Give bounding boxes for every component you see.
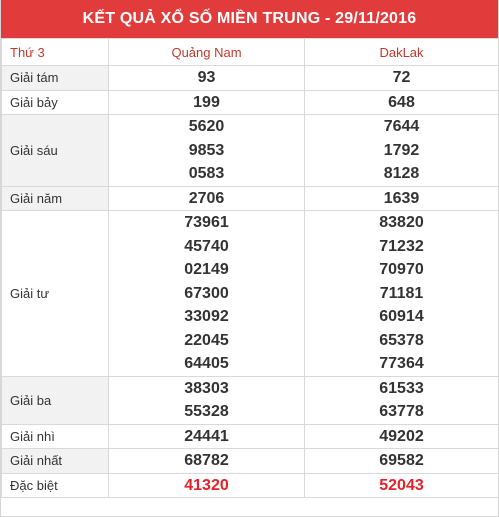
prize-values-quang-nam xyxy=(109,90,305,115)
prize-values-quang-nam xyxy=(109,66,305,91)
prize-label: Đặc biệt xyxy=(2,473,109,498)
prize-label: Giải ba xyxy=(2,376,109,424)
special-prize-number: 41320 xyxy=(184,476,229,494)
prize-values-quang-nam xyxy=(109,473,305,498)
prize-number: 5620 xyxy=(188,118,225,135)
prize-number: 1639 xyxy=(383,189,420,207)
prize-number: 49202 xyxy=(379,427,424,445)
prize-row-g8 xyxy=(2,66,499,91)
prize-values-quang-nam xyxy=(109,186,305,211)
prize-row-special xyxy=(2,473,499,498)
prize-number: 70970 xyxy=(379,261,424,278)
prize-number: 45740 xyxy=(184,237,229,255)
prize-number: 68782 xyxy=(184,452,229,469)
prize-row-g3 xyxy=(2,376,499,424)
prize-values-quang-nam xyxy=(109,115,305,187)
day-of-week: Thứ 3 xyxy=(2,39,109,66)
prize-values-daklak xyxy=(305,115,499,187)
prize-row-g4 xyxy=(2,211,499,377)
prize-values-daklak xyxy=(305,424,499,449)
prize-number: 72 xyxy=(392,69,411,86)
prize-label: Giải năm xyxy=(2,186,109,211)
prize-number: 61533 xyxy=(379,379,424,397)
prize-number: 33092 xyxy=(184,308,229,325)
prize-number: 93 xyxy=(197,69,216,86)
table-header-row xyxy=(2,39,499,66)
prize-number: 199 xyxy=(193,93,220,111)
results-table xyxy=(1,38,499,498)
prize-number: 67300 xyxy=(184,284,229,302)
prize-values-quang-nam xyxy=(109,449,305,474)
prize-values-daklak xyxy=(305,473,499,498)
prize-number: 83820 xyxy=(379,214,424,231)
prize-number: 55328 xyxy=(184,403,229,420)
province-quang-nam[interactable]: Quảng Nam xyxy=(109,39,305,66)
special-prize-number: 52043 xyxy=(379,476,424,494)
prize-number: 2706 xyxy=(188,189,225,207)
prize-number: 73961 xyxy=(184,214,229,231)
prize-number: 77364 xyxy=(379,355,424,372)
prize-number: 7644 xyxy=(383,118,420,135)
prize-number: 648 xyxy=(388,93,415,111)
prize-values-quang-nam xyxy=(109,424,305,449)
prize-number: 02149 xyxy=(184,261,229,278)
prize-number: 64405 xyxy=(184,355,229,372)
prize-values-daklak xyxy=(305,376,499,424)
prize-number: 9853 xyxy=(188,141,225,159)
prize-number: 1792 xyxy=(383,141,420,159)
prize-number: 8128 xyxy=(383,165,420,182)
prize-number: 71232 xyxy=(379,237,424,255)
prize-row-g5 xyxy=(2,186,499,211)
prize-values-daklak xyxy=(305,211,499,377)
prize-row-g2 xyxy=(2,424,499,449)
results-title: KẾT QUẢ XỔ SỐ MIỀN TRUNG - 29/11/2016 xyxy=(1,0,498,38)
prize-number: 69582 xyxy=(379,452,424,469)
prize-values-daklak xyxy=(305,186,499,211)
prize-number: 0583 xyxy=(188,165,225,182)
prize-number: 65378 xyxy=(379,331,424,349)
prize-values-daklak xyxy=(305,90,499,115)
prize-row-g1 xyxy=(2,449,499,474)
province-daklak[interactable]: DakLak xyxy=(305,39,499,66)
prize-number: 71181 xyxy=(379,284,424,302)
prize-label: Giải sáu xyxy=(2,115,109,187)
prize-label: Giải bảy xyxy=(2,90,109,115)
prize-number: 22045 xyxy=(184,331,229,349)
prize-label: Giải tám xyxy=(2,66,109,91)
prize-label: Giải nhất xyxy=(2,449,109,474)
prize-row-g7 xyxy=(2,90,499,115)
prize-values-quang-nam xyxy=(109,376,305,424)
prize-number: 24441 xyxy=(184,427,229,445)
prize-number: 60914 xyxy=(379,308,424,325)
prize-values-daklak xyxy=(305,66,499,91)
prize-values-quang-nam xyxy=(109,211,305,377)
prize-number: 38303 xyxy=(184,379,229,397)
prize-row-g6 xyxy=(2,115,499,187)
prize-label: Giải nhì xyxy=(2,424,109,449)
prize-values-daklak xyxy=(305,449,499,474)
prize-label: Giải tư xyxy=(2,211,109,377)
prize-number: 63778 xyxy=(379,403,424,420)
